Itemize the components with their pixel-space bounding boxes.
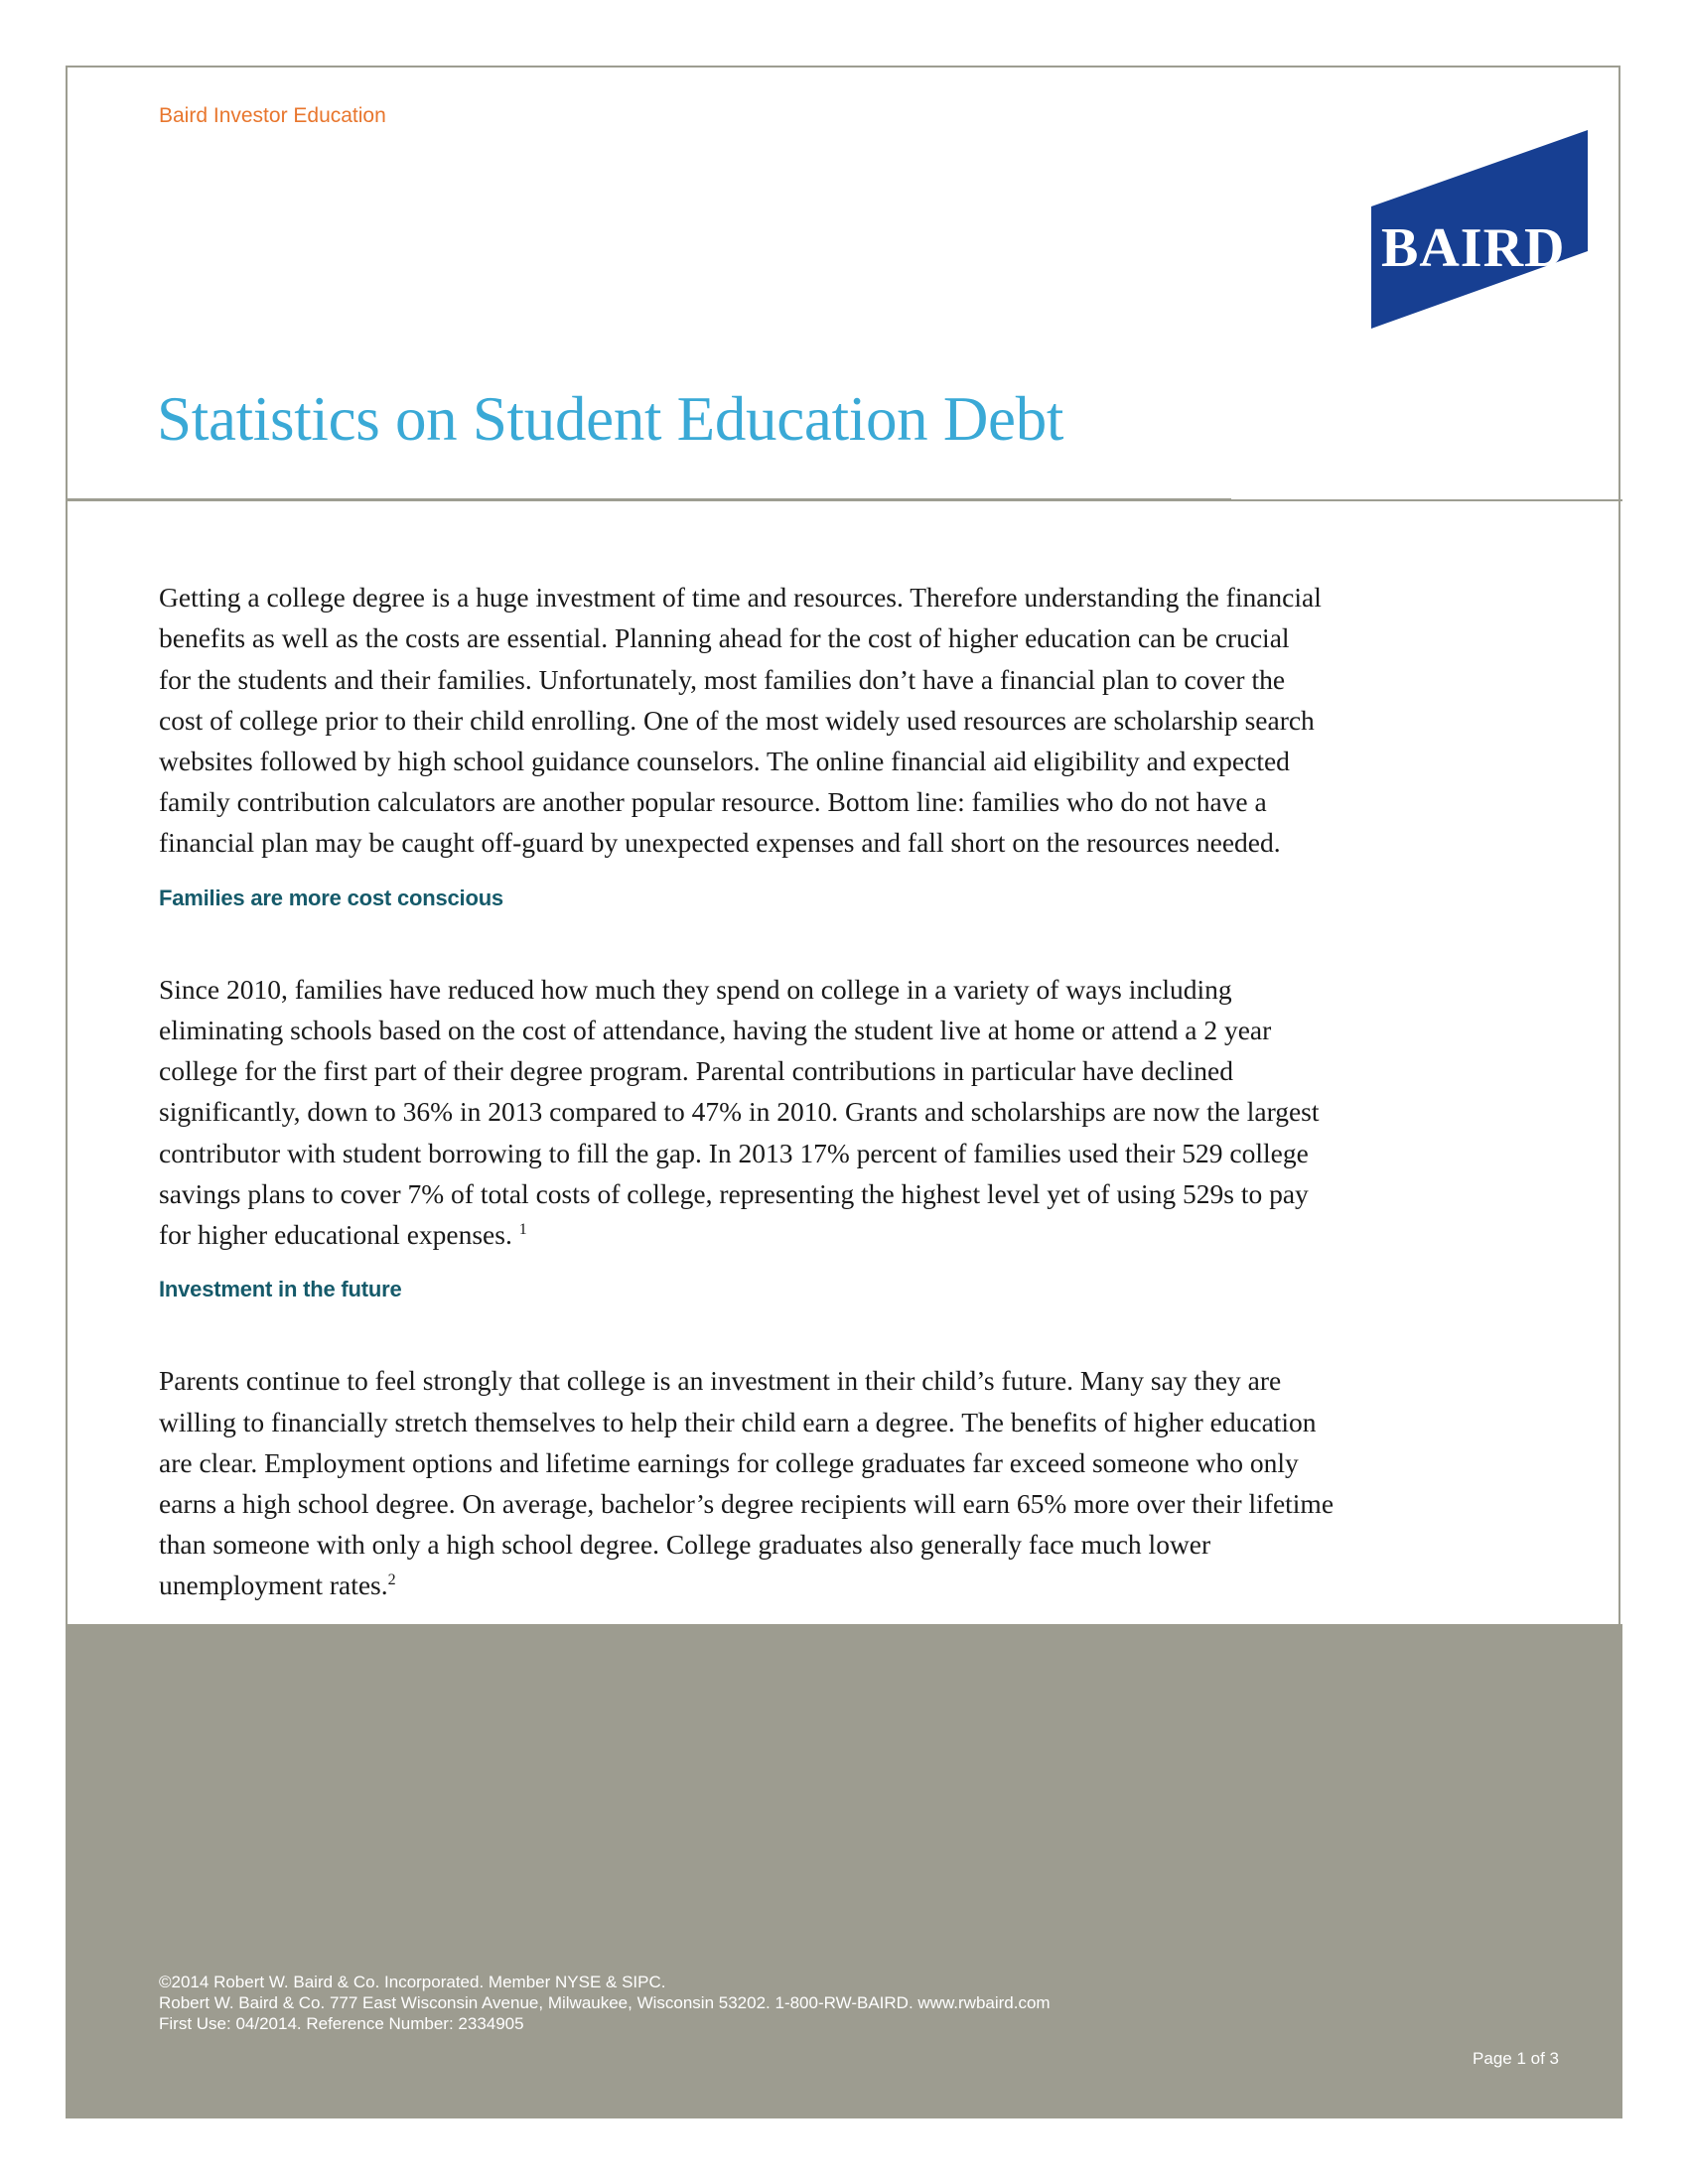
copyright-line: ©2014 Robert W. Baird & Co. Incorporated. Member NYSE & SIPC. xyxy=(159,1973,666,1991)
footer-panel xyxy=(66,1624,1622,2118)
intro-paragraph: Getting a college degree is a huge investment of time and resources. Therefore understanding the financial benefits as well as the costs are essential. Planning ahead for the cost of higher education can be crucial for the students and their families. Unfortunately, most families don’t have a financial plan to cover the cost of college prior to their child enrolling. One of the most widely used resources are scholarship search websites followed by high school guidance counselors. The online financial aid eligibility and expected family contribution calculators are another popular resource. Bottom line: families who do not have a financial plan may be caught off-guard by unexpected expenses and fall short on the resources needed. xyxy=(159,582,1322,859)
footnote-ref-1: 1 xyxy=(518,1220,527,1238)
title-divider xyxy=(66,498,1231,501)
series-label: Baird Investor Education xyxy=(159,104,386,127)
address-line: Robert W. Baird & Co. 777 East Wisconsin Avenue, Milwaukee, Wisconsin 53202. 1-800-RW-BAIRD. www.rwbaird.com xyxy=(159,1993,1051,2012)
logo-text: BAIRD xyxy=(1381,217,1566,279)
footer-disclosure xyxy=(159,1972,1051,2034)
cost-conscious-paragraph: Since 2010, families have reduced how much they spend on college in a variety of ways including eliminating schools based on the cost of attendance, having the student live at home or attend a 2 year college for the first part of their degree program. Parental contributions in particular have declined significantly, down to 36% in 2013 compared to 47% in 2010. Grants and scholarships are now the largest contributor with student borrowing to fill the gap. In 2013 17% percent of families used their 529 college savings plans to cover 7% of total costs of college, representing the highest level yet of using 529s to pay for higher educational expenses. $^1$ xyxy=(159,973,1320,1251)
investment-future-paragraph: Parents continue to feel strongly that college is an investment in their child’s future. Many say they are willing to financially stretch themselves to help their child earn a degree. The benefits of higher education are clear. Employment options and lifetime earnings for college graduates far exceed someone who only earns a high school degree. On average, bachelor’s degree recipients will earn 65% more over their lifetime than someone with only a high school degree. College graduates also generally face much lower unemployment rates.$^2$ xyxy=(159,1365,1335,1601)
page-number: Page 1 of 3 xyxy=(1473,2049,1559,2068)
footnote-ref-2: 2 xyxy=(387,1571,396,1589)
section-heading-investment-future: Investment in the future xyxy=(159,1277,402,1302)
reference-line: First Use: 04/2014. Reference Number: 2334905 xyxy=(159,2014,524,2033)
baird-logo xyxy=(1371,129,1590,331)
section-heading-cost-conscious: Families are more cost conscious xyxy=(159,885,503,910)
page-title: Statistics on Student Education Debt xyxy=(157,384,1064,454)
title-divider-extension xyxy=(1231,499,1622,501)
article-body xyxy=(159,536,1489,1606)
